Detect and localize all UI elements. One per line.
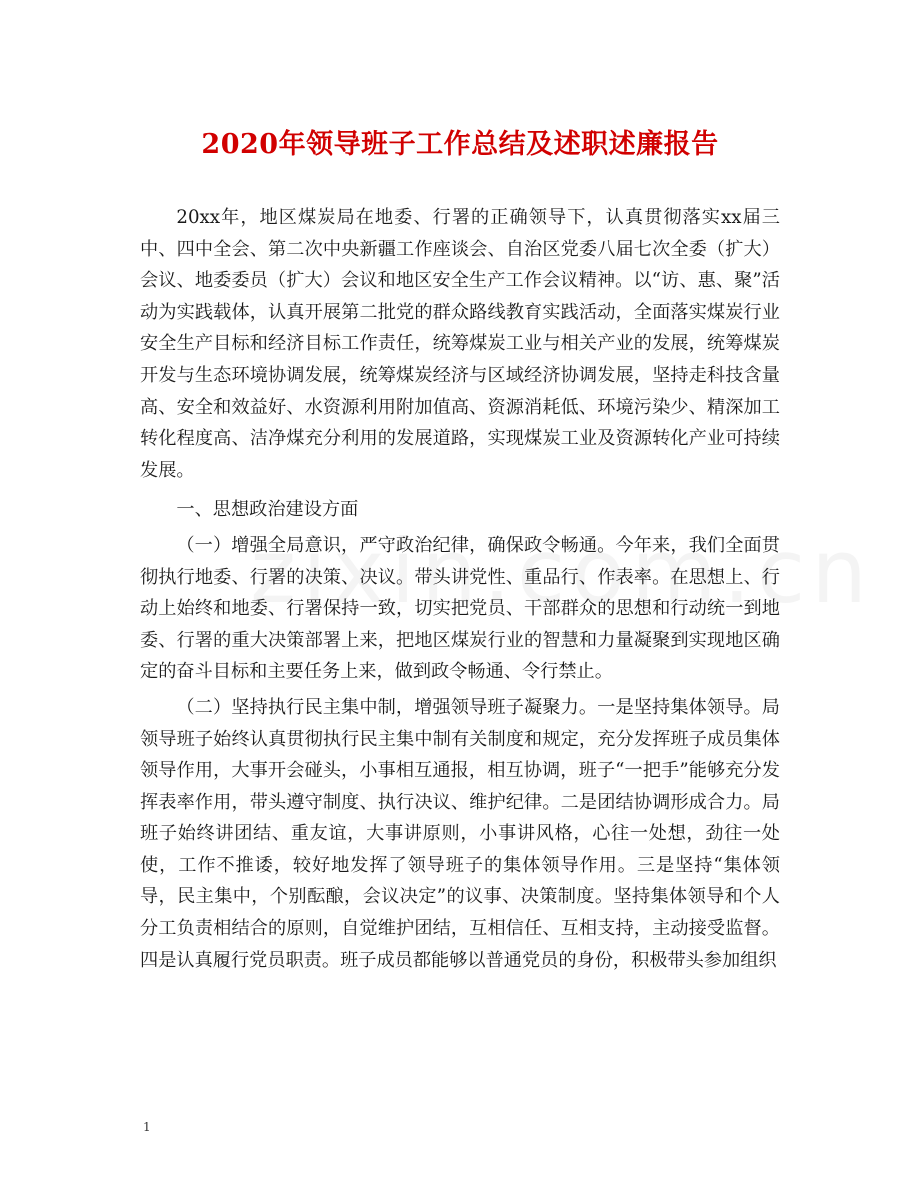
document-body [140, 202, 780, 976]
section-heading: 一、思想政治建设方面 [176, 499, 359, 521]
page-number: 1 [143, 1120, 151, 1134]
section-paragraph-1: （一）增强全局意识，严守政治纪律，确保政令畅通。今年来，我们全面贯彻执行地委、行署的决策、决议。带头讲党性、重品行、作表率。在思想上、行动上始终和地委、行署保持一致，切实把党员、干部群众的思想和行动统一到地委、行署的重大决策部署上来，把地区煤炭行业的智慧和力量凝聚到实现地区确定的奋斗目标和主要任务上来，做到政令畅通、令行禁止。 [140, 534, 780, 683]
section-paragraph-2: （二）坚持执行民主集中制，增强领导班子凝聚力。一是坚持集体领导。局领导班子始终认真贯彻执行民主集中制有关制度和规定，充分发挥班子成员集体领导作用，大事开会碰头，小事相互通报，相互协调，班子“一把手”能够充分发挥表率作用，带头遵守制度、执行决议、维护纪律。二是团结协调形成合力。局班子始终讲团结、重友谊，大事讲原则，小事讲风格，心往一处想，劲往一处使，工作不推诿，较好地发挥了领导班子的集体领导作用。三是坚持“集体领导，民主集中，个别酝酿，会议决定”的议事、决策制度。坚持集体领导和个人分工负责相结合的原则，自觉维护团结，互相信任、互相支持，主动接受监督。四是认真履行党员职责。班子成员都能够以普通党员的身份，积极带头参加组织 [140, 696, 780, 971]
intro-paragraph: 20xx年，地区煤炭局在地委、行署的正确领导下，认真贯彻落实xx届三中、四中全会、第二次中央新疆工作座谈会、自治区党委八届七次全委（扩大）会议、地委委员（扩大）会议和地区安全生产工作会议精神。以“访、惠、聚”活动为实践载体，认真开展第二批党的群众路线教育实践活动，全面落实煤炭行业安全生产目标和经济目标工作责任，统筹煤炭工业与相关产业的发展，统筹煤炭开发与生态环境协调发展，统筹煤炭经济与区域经济协调发展，坚持走科技含量高、安全和效益好、水资源利用附加值高、资源消耗低、环境污染少、精深加工转化程度高、洁净煤充分利用的发展道路，实现煤炭工业及资源转化产业可持续发展。 [140, 207, 780, 481]
document-title: 2020年领导班子工作总结及述职述廉报告 [201, 129, 719, 160]
